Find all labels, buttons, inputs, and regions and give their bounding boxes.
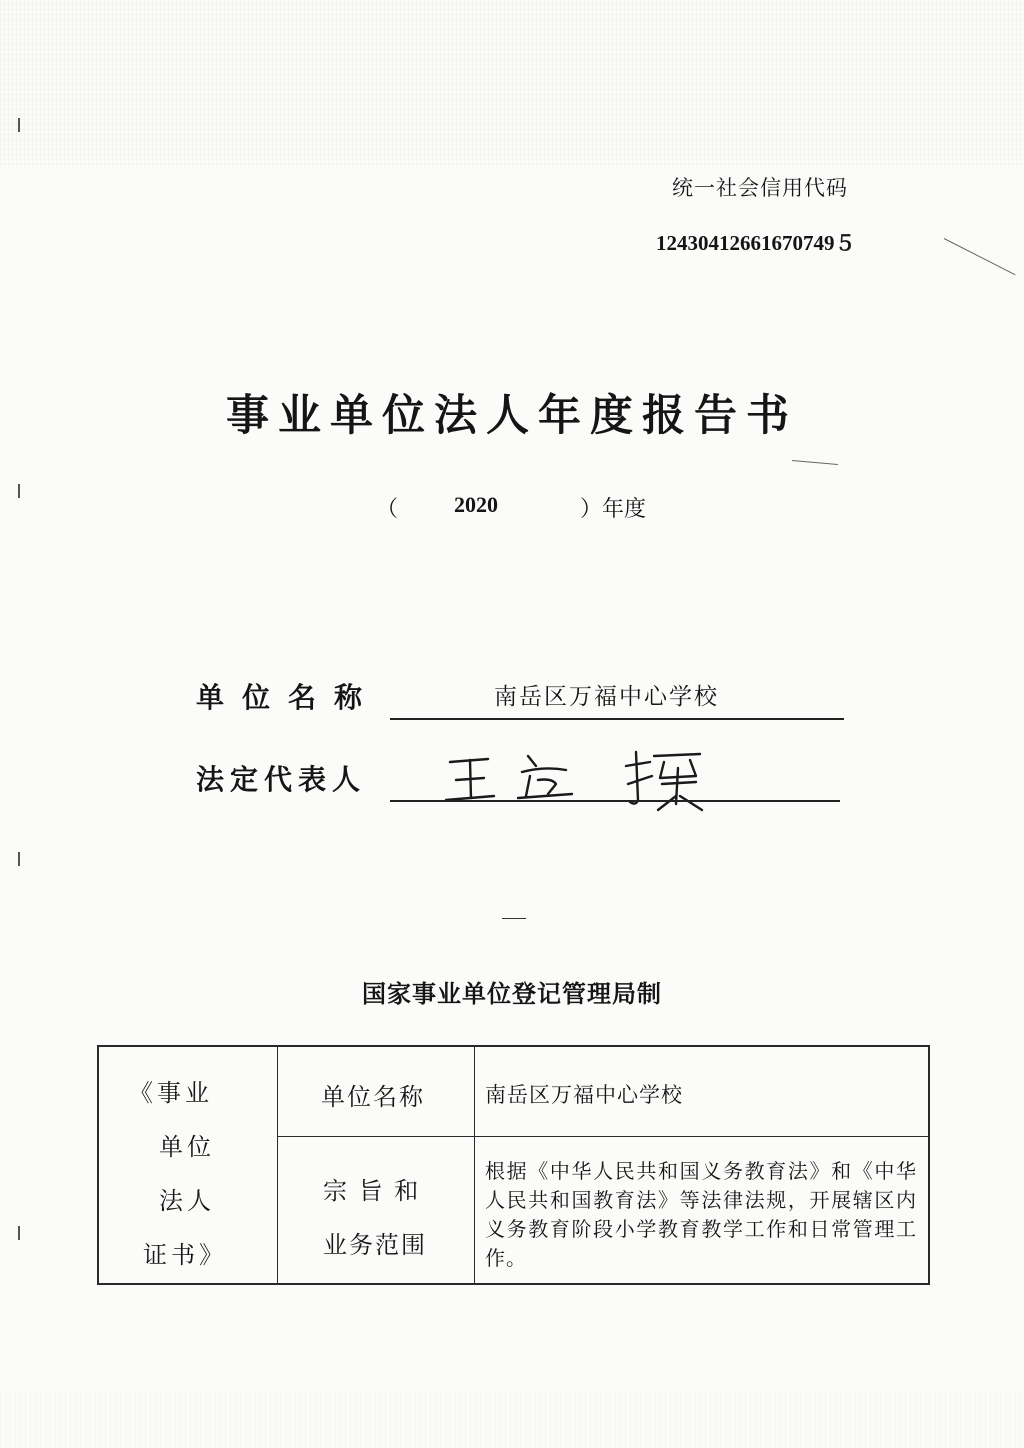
legal-rep-label: 法定代表人 <box>196 763 367 796</box>
unit-name-label: 单位名称 <box>196 681 381 714</box>
unit-name-value: 南岳区万福中心学校 <box>494 684 719 710</box>
table-purpose-label: 宗 旨 和 <box>323 1177 421 1205</box>
issuer-text: 国家事业单位登记管理局制 <box>362 980 662 1008</box>
scan-edge-mark <box>18 484 20 498</box>
year-value: 2020 <box>454 492 498 517</box>
certificate-title-line: 《事业 <box>129 1079 213 1107</box>
legal-rep-underline <box>390 800 840 802</box>
table-divider <box>277 1047 278 1283</box>
scan-noise-top <box>0 0 1024 165</box>
legal-rep-signature <box>440 748 720 818</box>
scan-stray-line <box>944 238 1016 275</box>
unit-name-underline <box>390 718 844 720</box>
certificate-title-line: 法人 <box>159 1187 215 1215</box>
credit-code-value: 12430412661670749５ <box>656 231 856 255</box>
table-unit-name-label: 单位名称 <box>321 1083 425 1111</box>
scan-edge-mark <box>18 118 20 132</box>
certificate-title-line: 单位 <box>159 1133 215 1161</box>
table-divider <box>277 1136 928 1137</box>
scan-edge-mark <box>18 1226 20 1240</box>
table-unit-name-value: 南岳区万福中心学校 <box>485 1083 683 1107</box>
document-title: 事业单位法人年度报告书 <box>226 391 798 441</box>
scan-edge-mark <box>18 852 20 866</box>
scan-noise-bottom <box>0 1390 1024 1448</box>
table-purpose-label: 业务范围 <box>323 1231 427 1259</box>
year-suffix: ）年度 <box>580 497 647 522</box>
scan-stray-line <box>792 460 838 465</box>
year-open-paren: （ <box>376 497 399 522</box>
table-divider <box>474 1047 475 1283</box>
table-purpose-value: 根据《中华人民共和国义务教育法》和《中华人民共和国教育法》等法律法规，开展辖区内义务教育阶段小学教育教学工作和日常管理工作。 <box>485 1159 917 1270</box>
certificate-table <box>97 1045 930 1285</box>
certificate-title-line: 证书》 <box>143 1241 227 1269</box>
credit-code-label: 统一社会信用代码 <box>672 176 848 200</box>
divider-dash <box>502 918 526 919</box>
